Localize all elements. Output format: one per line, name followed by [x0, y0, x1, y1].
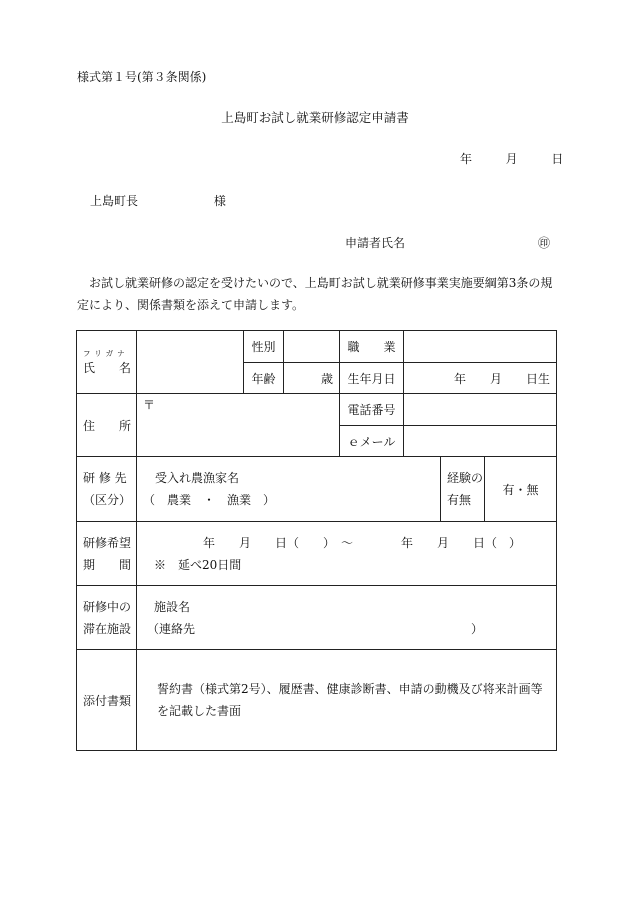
gender-label: 性別 [244, 331, 284, 363]
attachments-line-1: 誓約書（様式第2号）、履歴書、健康診断書、申請の動機及び将来計画等 [157, 682, 543, 696]
facility-label-2: 滞在施設 [83, 621, 132, 636]
period-note: ※ 延べ20日間 [154, 557, 242, 572]
date-year: 年 [460, 152, 473, 166]
phone-label: 電話番号 [340, 394, 404, 426]
postal-mark: 〒 [143, 398, 156, 412]
birthdate-label: 生年月日 [340, 363, 404, 394]
attachments-cell [137, 650, 557, 751]
occupation-input-cell[interactable] [404, 331, 557, 363]
experience-value[interactable]: 有・無 [485, 457, 557, 522]
email-label: ｅメール [340, 426, 404, 457]
period-input-cell[interactable] [137, 522, 557, 586]
attachments-label: 添付書類 [77, 650, 137, 751]
furigana-label: フリガナ [83, 348, 129, 358]
seal-mark: ㊞ [538, 236, 551, 250]
occupation-label: 職 業 [340, 331, 404, 363]
birthdate-value: 年 月 日生 [454, 371, 551, 386]
address-label: 住 所 [77, 394, 137, 457]
applicant-label: 申請者氏名 [345, 236, 406, 250]
gender-input-cell[interactable] [284, 331, 340, 363]
birthdate-input-cell[interactable] [404, 363, 557, 394]
experience-label-cell [441, 457, 485, 522]
addressee-suffix: 様 [213, 194, 226, 208]
period-label-2: 期 間 [83, 557, 132, 572]
application-form-table [76, 330, 557, 751]
period-value: 年 月 日（ ） ～ 年 月 日（ ） [203, 535, 522, 550]
date-line [460, 150, 563, 167]
address-input-cell[interactable] [137, 394, 340, 457]
date-day: 日 [551, 152, 564, 166]
experience-label-1: 経験の [447, 471, 484, 485]
facility-label-1: 研修中の [83, 599, 132, 614]
experience-label-2: 有無 [447, 493, 472, 507]
applicant-line [345, 234, 551, 251]
age-unit: 歳 [320, 371, 333, 386]
name-label-cell [77, 331, 137, 394]
facility-label-cell [77, 586, 137, 650]
training-destination-label-cell [77, 457, 137, 522]
host-family-label: 受入れ農漁家名 [155, 471, 240, 485]
attachments-line-2: を記載した書面 [157, 704, 242, 718]
facility-name-label: 施設名 [154, 599, 191, 614]
name-label: 氏 名 [83, 360, 132, 375]
addressee [90, 192, 226, 209]
training-category-label: （区分） [83, 493, 132, 507]
date-month: 月 [505, 152, 518, 166]
addressee-name: 上島町長 [90, 194, 139, 208]
phone-input-cell[interactable] [404, 394, 557, 426]
email-input-cell[interactable] [404, 426, 557, 457]
body-text: お試し就業研修の認定を受けたいので、上島町お試し就業研修事業実施要綱第3条の規定により、関係書類を添えて申請します。 [77, 276, 553, 312]
form-number: 様式第１号(第３条関係) [77, 70, 207, 84]
period-label-1: 研修希望 [83, 535, 132, 550]
age-input-cell[interactable] [284, 363, 340, 394]
period-label-cell [77, 522, 137, 586]
facility-contact-label: （連絡先 ） [147, 621, 484, 636]
page-title: 上島町お試し就業研修認定申請書 [221, 110, 409, 125]
facility-input-cell[interactable] [137, 586, 557, 650]
training-destination-label: 研 修 先 [83, 471, 127, 485]
age-label: 年齢 [244, 363, 284, 394]
category-options: （ 農業 ・ 漁業 ） [143, 493, 276, 507]
training-destination-input-cell[interactable] [137, 457, 441, 522]
name-input-cell[interactable] [137, 331, 244, 394]
